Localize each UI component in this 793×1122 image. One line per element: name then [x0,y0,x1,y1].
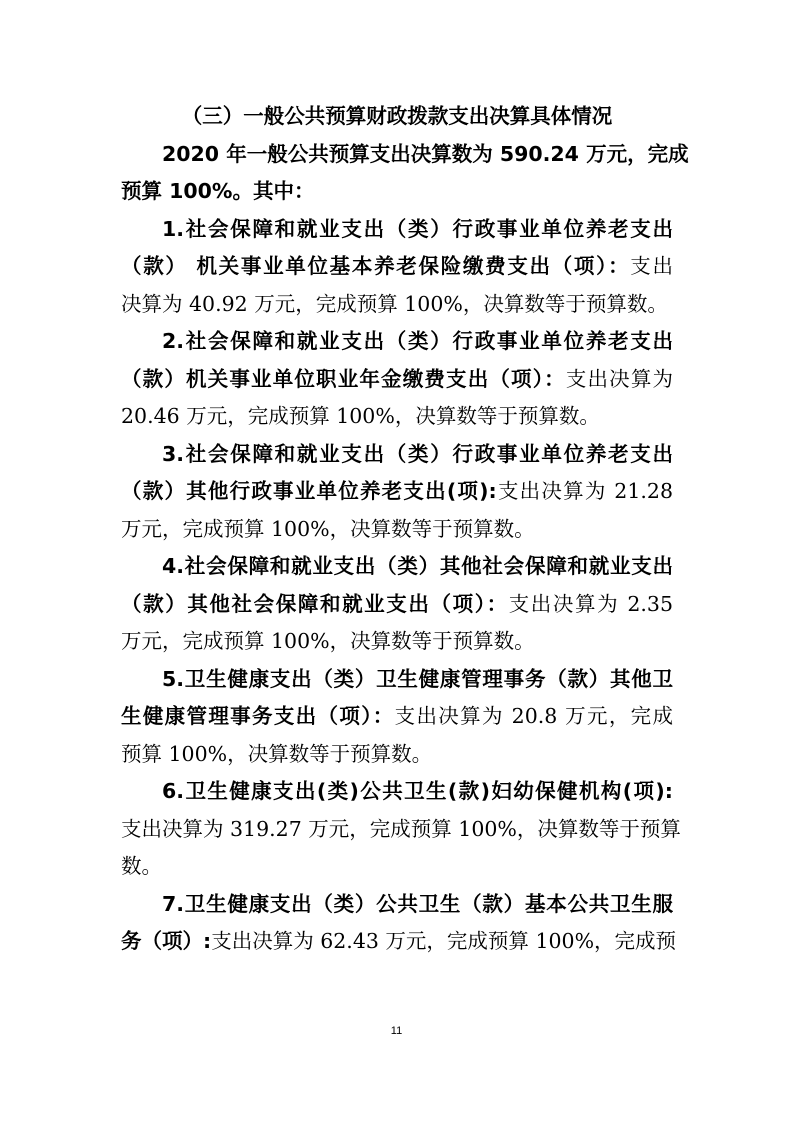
item-title-text: 4.社会保障和就业支出（类）其他社会保障和就业支出 [162,554,673,578]
item-line [121,623,673,661]
item-title-text: （款）机关事业单位职业年金缴费支出（项）： [121,366,566,391]
item-body-text: 支出决算为 21.28 [496,479,673,503]
item-title-text: （款）其他社会保障和就业支出（项）： [121,591,509,616]
item-title-text: 7.卫生健康支出（类）公共卫生（款）基本公共卫生服 [162,891,673,916]
item-line [121,473,673,511]
item-title-text: 5.卫生健康支出（类）卫生健康管理事务（款）其他卫 [162,666,673,691]
page-number: 11 [390,1025,403,1037]
item-title-text: 生健康管理事务支出（项）： [121,704,395,728]
expense-item-3 [121,436,673,549]
item-title-text: 1.社会保障和就业支出（类）行政事业单位养老支出 [162,216,673,241]
item-title-text: （款）其他行政事业单位养老支出(项): [121,479,497,503]
item-body-text: 万元，完成预算 100%，决算数等于预算数。 [121,629,535,653]
item-line [121,286,673,324]
item-body-text: 预算 100%，决算数等于预算数。 [121,741,433,766]
item-line [121,436,673,474]
expense-item-5 [121,661,673,774]
item-body-text: 数。 [121,854,162,878]
item-body-text: 支出决算为 20.8 万元，完成 [394,704,673,728]
item-body-text: 决算为 40.92 万元，完成预算 100%，决算数等于预算数。 [121,291,668,316]
section-heading: （三）一般公共预算财政拨款支出决算具体情况 [181,104,613,128]
expense-item-7 [121,886,677,961]
item-title-text: 务（项）: [121,929,212,953]
expense-item-4 [121,548,673,661]
expense-item-6 [121,773,681,886]
expense-item-1 [121,211,673,324]
document-body [121,98,689,961]
item-body-text: 支出决算为 319.27 万元，完成预算 100%，决算数等于预算 [121,816,681,841]
item-line [121,923,677,961]
item-body-text: 支出决算为 [565,366,674,391]
item-line [121,511,673,549]
item-line [121,211,673,249]
item-body-text: 20.46 万元，完成预算 100%，决算数等于预算数。 [121,404,600,428]
item-line [121,361,673,399]
item-line [121,811,681,849]
expense-item-2 [121,323,673,436]
item-line [121,548,673,586]
item-title-text: 6.卫生健康支出(类)公共卫生(款)妇幼保健机构(项): [162,779,673,803]
item-line [121,248,673,286]
item-line [121,398,673,436]
item-body-text: 支出 [630,254,674,278]
item-body-text: 支出决算为 2.35 [508,591,673,616]
item-line [121,736,673,774]
summary-line-2: 预算 100%。其中： [121,179,315,203]
item-line [121,848,673,886]
item-line [121,886,673,924]
item-title-text: 3.社会保障和就业支出（类）行政事业单位养老支出 [162,441,673,466]
item-title-text: 2.社会保障和就业支出（类）行政事业单位养老支出 [162,329,673,353]
item-line [121,661,673,699]
item-body-text: 万元，完成预算 100%，决算数等于预算数。 [121,516,535,541]
item-body-text: 支出决算为 62.43 万元，完成预算 100%，完成预 [211,929,677,953]
item-line [121,773,673,811]
summary-line-1: 2020 年一般公共预算支出决算数为 590.24 万元，完成 [162,141,689,166]
item-line [121,323,673,361]
item-title-text: （款） 机关事业单位基本养老保险缴费支出（项）： [121,254,631,278]
item-line [121,698,673,736]
item-line [121,586,673,624]
